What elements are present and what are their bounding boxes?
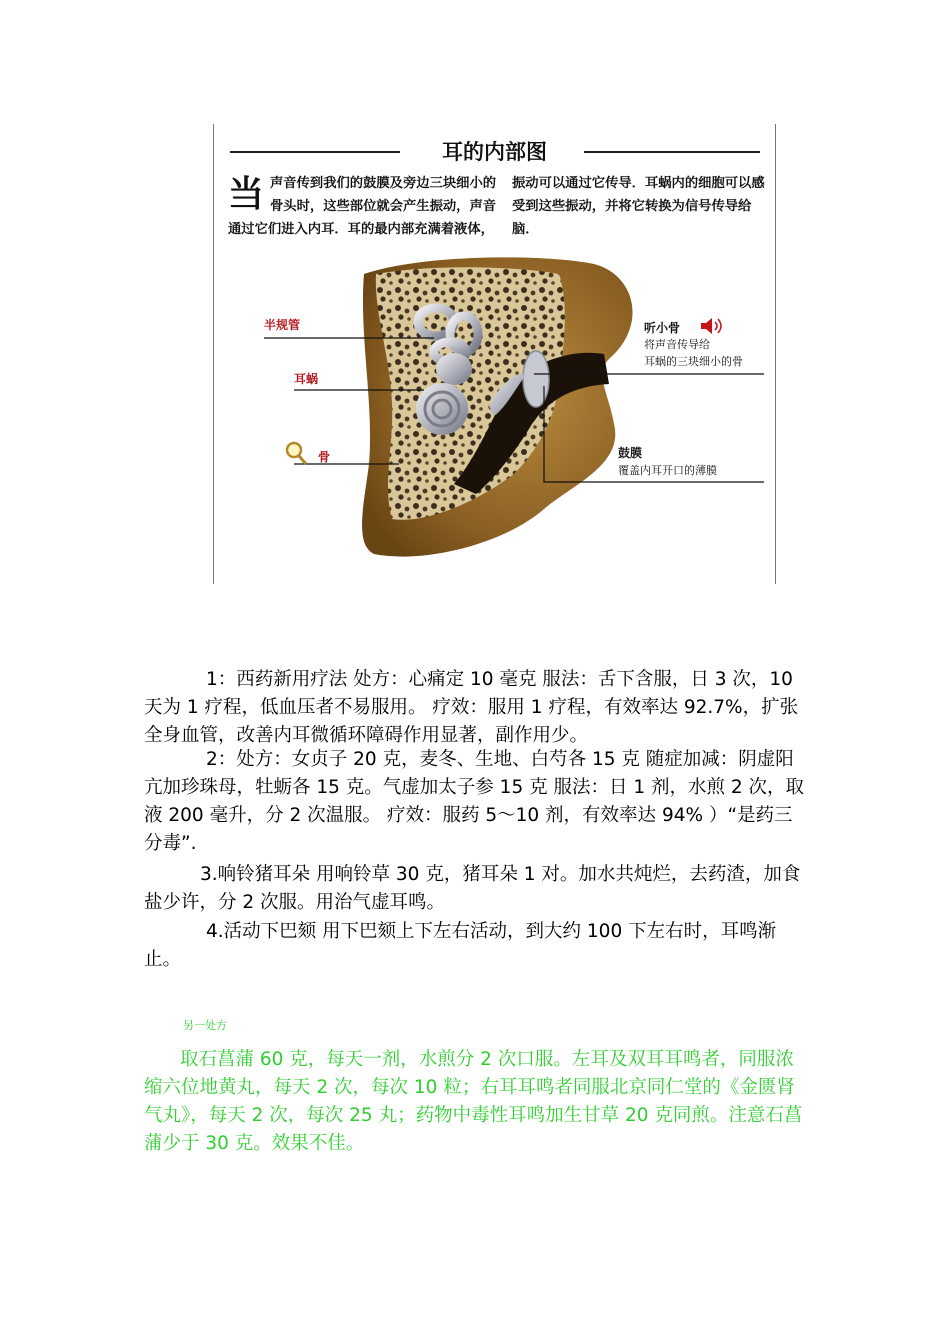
paragraph-2: 2：处方：女贞子 20 克，麦冬、生地、白芍各 15 克 随症加减：阴虚阳亢加珍珠母，牡蛎各 15 克。气虚加太子参 15 克 服法：日 1 剂，水煎 2 次，取液 200 毫升，分 2 次温服。 疗效：服药 5～10 剂，有效率达 94% ）“是药三分毒”. — [144, 749, 805, 854]
speaker-icon — [701, 318, 721, 334]
magnifier-icon — [287, 443, 306, 464]
paragraph-1: 1：西药新用疗法 处方：心痛定 10 毫克 服法：舌下含服，日 3 次，10 天为 1 疗程，低血压者不易服用。 疗效：服用 1 疗程，有效率达 92.7%，扩张全身血管，改善内耳微循环障碍作用显著，副作用少。 — [144, 669, 799, 746]
intro-left-text: 声音传到我们的鼓膜及旁边三块细小的骨头时，这些部位就会产生振动，声音通过它们进入内耳．耳的最内部充满着液体， — [228, 176, 497, 237]
intro-right-text: 振动可以通过它传导．耳蜗内的细胞可以感受到这些振动，并将它转换为信号传导给脑． — [512, 176, 765, 237]
drop-cap: 当 — [228, 173, 265, 215]
label-semicircular-canals: 半规管 — [264, 318, 301, 332]
label-bone: 骨 — [318, 450, 331, 464]
label-ossicles-desc-2: 耳蜗的三块细小的骨 — [644, 355, 743, 368]
alt-prescription-paragraph: 取石菖蒲 60 克，每天一剂，水煎分 2 次口服。左耳及双耳耳鸣者，同服浓缩六位地黄丸，每天 2 次，每次 10 粒；右耳耳鸣者同服北京同仁堂的《金匮肾气丸》，每天 2 次，每次 25 丸；药物中毒性耳鸣加生甘草 20 克同煎。注意石菖蒲少于 30 克。效果不佳。 — [144, 1049, 803, 1154]
vestibule-shape — [436, 353, 472, 385]
cochlea-shape — [416, 383, 468, 435]
eardrum-shape — [523, 351, 549, 407]
ear-anatomy-figure — [213, 124, 776, 584]
label-eardrum-desc: 覆盖内耳开口的薄膜 — [618, 464, 717, 477]
paragraph-3: 3.响铃猪耳朵 用响铃草 30 克，猪耳朵 1 对。加水共炖烂，去药渣，加食盐少许，分 2 次服。用治气虚耳鸣。 — [144, 864, 801, 913]
alt-prescription-heading: 另一处方 — [183, 1019, 227, 1032]
label-ossicles: 听小骨 — [644, 321, 681, 335]
label-ossicles-desc-1: 将声音传导给 — [644, 338, 710, 351]
label-cochlea: 耳蜗 — [294, 372, 319, 386]
label-eardrum: 鼓膜 — [618, 446, 643, 460]
figure-title: 耳的内部图 — [442, 139, 547, 164]
paragraph-4: 4.活动下巴颏 用下巴颏上下左右活动，到大约 100 下左右时，耳鸣渐止。 — [144, 921, 777, 970]
